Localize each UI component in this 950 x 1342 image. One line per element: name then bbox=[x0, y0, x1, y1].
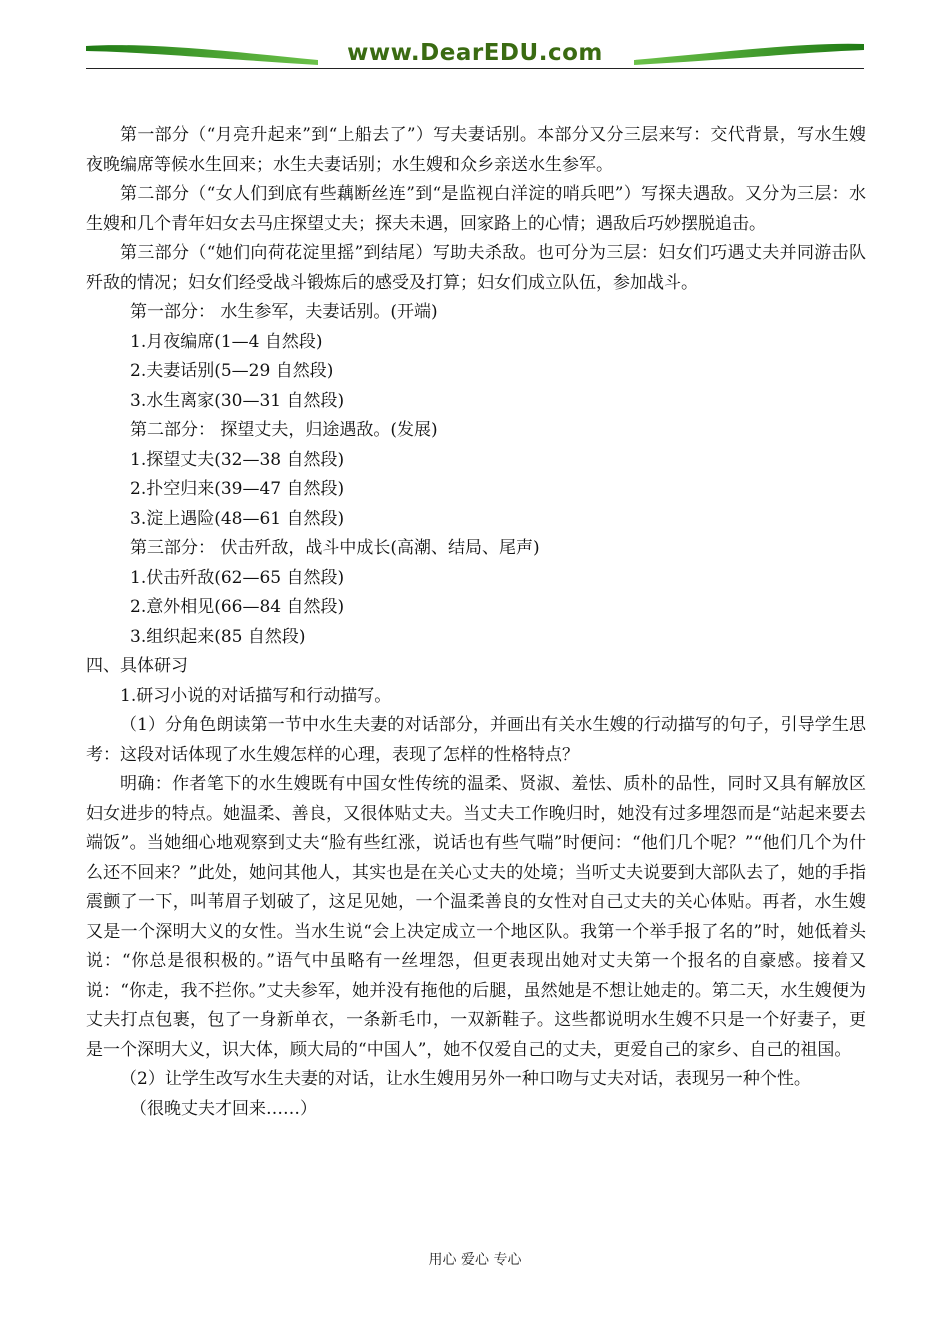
paragraph-part3: 第三部分（“她们向荷花淀里摇”到结尾）写助夫杀敌。也可分为三层：妇女们巧遇丈夫并同游击队歼敌的情况；妇女们经受战斗锻炼后的感受及打算；妇女们成立队伍，参加战斗。 bbox=[86, 243, 866, 293]
outline-item: 第二部分： 探望丈夫，归途遇敌。(发展) bbox=[130, 420, 438, 440]
structure-outline bbox=[86, 298, 866, 652]
outline-item: 1.月夜编席(1—4 自然段) bbox=[130, 331, 323, 352]
outline-item: 2.夫妻话别(5—29 自然段) bbox=[130, 361, 334, 381]
outline-item: 2.扑空归来(39—47 自然段) bbox=[130, 479, 345, 499]
outline-item: 3.组织起来(85 自然段) bbox=[130, 626, 306, 647]
outline-item: 第三部分： 伏击歼敌，战斗中成长(高潮、结局、尾声) bbox=[130, 538, 540, 558]
outline-item: 1.伏击歼敌(62—65 自然段) bbox=[130, 567, 345, 588]
outline-item: 第一部分： 水生参军，夫妻话别。(开端) bbox=[130, 302, 438, 322]
header-divider bbox=[86, 68, 864, 69]
outline-item: 3.水生离家(30—31 自然段) bbox=[130, 390, 345, 411]
answer-paragraph: 明确：作者笔下的水生嫂既有中国女性传统的温柔、贤淑、羞怯、质朴的品性，同时又具有解放区妇女进步的特点。她温柔、善良，又很体贴丈夫。当丈夫工作晚归时，她没有过多埋怨而是“站起来要去端饭”。当她细心地观察到丈夫“脸有些红涨，说话也有些气喘”时便问：“他们几个呢？”“他们几个为什么还不回来？”此处，她问其他人，其实也是在关心丈夫的处境；当听丈夫说要到大部队去了，她的手指震颤了一下，叫苇眉子划破了，这足见她，一个温柔善良的女性对自己丈夫的关心体贴。再者，水生嫂又是一个深明大义的女性。当水生说“会上决定成立一个地区队。我第一个举手报了名的”时，她低着头说：“你总是很积极的。”语气中虽略有一丝埋怨，但更表现出她对丈夫第一个报名的自豪感。接着又说：“你走，我不拦你。”丈夫参军，她并没有拖他的后腿，虽然她是不想让她走的。第二天，水生嫂便为丈夫打点包裹，包了一身新单衣，一条新毛巾，一双新鞋子。这些都说明水生嫂不只是一个好妻子，更是一个深明大义，识大体，顾大局的“中国人”，她不仅爱自己的丈夫，更爱自己的家乡、自己的祖国。 bbox=[86, 774, 866, 1060]
section-heading: 四、具体研习 bbox=[86, 656, 188, 676]
question-paragraph-2: （2）让学生改写水生夫妻的对话，让水生嫂用另外一种口吻与丈夫对话，表现另一种个性。 bbox=[120, 1069, 811, 1089]
subsection-title: 1.研习小说的对话描写和行动描写。 bbox=[120, 685, 392, 706]
outline-item: 3.淀上遇险(48—61 自然段) bbox=[130, 508, 345, 529]
outline-item: 1.探望丈夫(32—38 自然段) bbox=[130, 449, 345, 470]
paragraph-part2: 第二部分（“女人们到底有些藕断丝连”到“是监视白洋淀的哨兵吧”）写探夫遇敌。又分为三层：水生嫂和几个青年妇女去马庄探望丈夫；探夫未遇，回家路上的心情；遇敌后巧妙摆脱追击。 bbox=[86, 184, 866, 234]
question-paragraph: （1）分角色朗读第一节中水生夫妻的对话部分，并画出有关水生嫂的行动描写的句子，引导学生思考：这段对话体现了水生嫂怎样的心理，表现了怎样的性格特点？ bbox=[86, 715, 866, 765]
site-header bbox=[86, 38, 864, 72]
outline-item: 2.意外相见(66—84 自然段) bbox=[130, 597, 345, 617]
site-url-logo: www.DearEDU.com bbox=[347, 40, 603, 66]
paragraph-part1: 第一部分（“月亮升起来”到“上船去了”）写夫妻话别。本部分又分三层来写：交代背景，写水生嫂夜晚编席等候水生回来；水生夫妻话别；水生嫂和众乡亲送水生参军。 bbox=[86, 125, 866, 175]
page-footer: 用心 爱心 专心 bbox=[428, 1252, 522, 1268]
document-body bbox=[86, 121, 866, 1124]
question-note: （很晚丈夫才回来……） bbox=[130, 1098, 317, 1119]
